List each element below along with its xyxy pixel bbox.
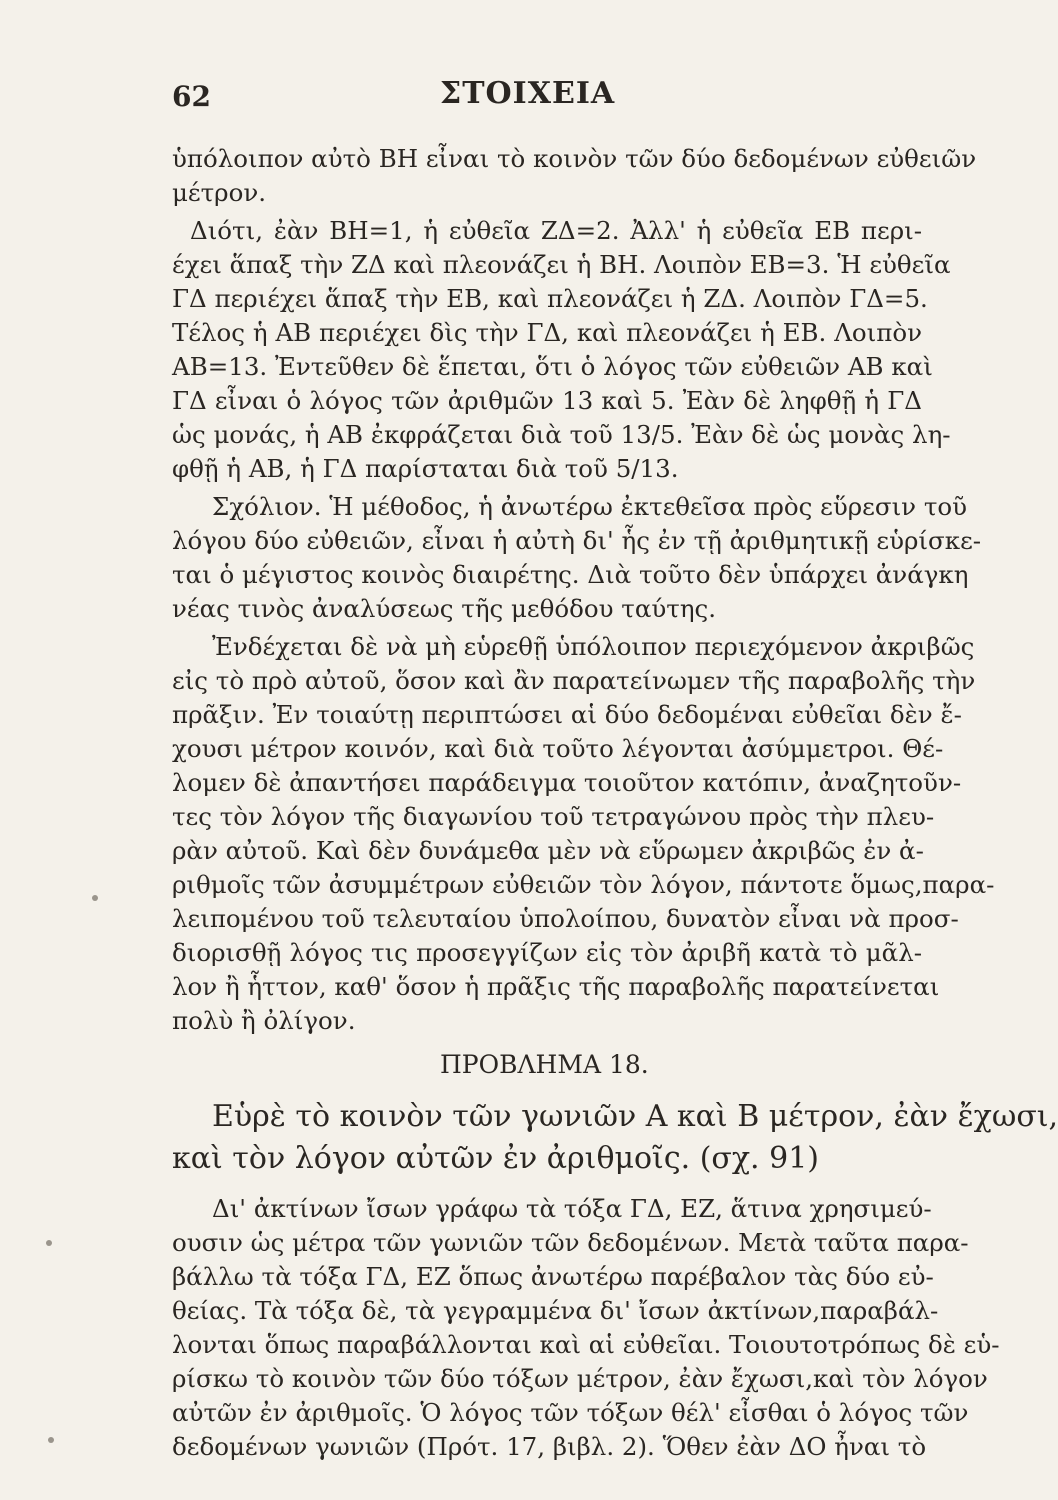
text-line: χουσι μέτρον κοινόν, καὶ διὰ τοῦτο λέγονται ἀσύμμετροι. Θέ-	[172, 734, 944, 763]
text-line: ρίσκω τὸ κοινὸν τῶν δύο τόξων μέτρον, ἐὰν ἔχωσι,καὶ τὸν λόγον	[172, 1364, 988, 1393]
text-line: ται ὁ μέγιστος κοινὸς διαιρέτης. Διὰ τοῦτο δὲν ὑπάρχει ἀνάγκη	[172, 560, 969, 589]
text-line: λονται ὅπως παραβάλλονται καὶ αἱ εὐθεῖαι. Τοιουτοτρόπως δὲ εὑ-	[172, 1330, 1000, 1359]
text-line: λομεν δὲ ἀπαντήσει παράδειγμα τοιοῦτον κατόπιν, ἀναζητοῦν-	[172, 768, 962, 797]
text-line: αὐτῶν ἐν ἀριθμοῖς. Ὁ λόγος τῶν τόξων θέλ' εἶσθαι ὁ λόγος τῶν	[172, 1398, 969, 1427]
speck-mark	[92, 895, 98, 901]
speck-mark	[48, 1437, 54, 1443]
problem-heading: ΠΡΟΒΛΗΜΑ 18.	[440, 1050, 649, 1079]
text-line: ὡς μονάς, ἡ ΑΒ ἐκφράζεται διὰ τοῦ 13/5. Ἐὰν δὲ ὡς μονὰς λη-	[172, 420, 951, 449]
text-line: Διότι, ἐὰν ΒΗ=1, ἡ εὐθεῖα ΖΔ=2. Ἀλλ' ἡ εὐθεῖα ΕΒ περι-	[190, 216, 922, 245]
text-line: βάλλω τὰ τόξα ΓΔ, ΕΖ ὅπως ἀνωτέρω παρέβαλον τὰς δύο εὐ-	[172, 1262, 934, 1291]
text-line: μέτρον.	[172, 178, 267, 207]
text-line: Δι' ἀκτίνων ἴσων γράφω τὰ τόξα ΓΔ, ΕΖ, ἅτινα χρησιμεύ-	[212, 1194, 932, 1223]
text-line: Ἐνδέχεται δὲ νὰ μὴ εὑρεθῇ ὑπόλοιπον περιεχόμενον ἀκριβῶς	[212, 632, 975, 661]
text-line: δεδομένων γωνιῶν (Πρότ. 17, βιβλ. 2). Ὅθεν ἐὰν ΔΟ ἦναι τὸ	[172, 1432, 927, 1461]
running-title: ΣΤΟΙΧΕΙΑ	[440, 76, 616, 111]
text-line: ΓΔ εἶναι ὁ λόγος τῶν ἀριθμῶν 13 καὶ 5. Ἐὰν δὲ ληφθῇ ἡ ΓΔ	[172, 386, 922, 415]
text-line: εἰς τὸ πρὸ αὐτοῦ, ὅσον καὶ ἂν παρατείνωμεν τῆς παραβολῆς τὴν	[172, 666, 976, 695]
text-line: ριθμοῖς τῶν ἀσυμμέτρων εὐθειῶν τὸν λόγον, πάντοτε ὅμως,παρα-	[172, 870, 995, 899]
text-line: πολὺ ἢ ὀλίγον.	[172, 1006, 356, 1035]
text-line: φθῇ ἡ ΑΒ, ἡ ΓΔ παρίσταται διὰ τοῦ 5/13.	[172, 454, 679, 483]
text-line: ΓΔ περιέχει ἅπαξ τὴν ΕΒ, καὶ πλεονάζει ἡ ΖΔ. Λοιπὸν ΓΔ=5.	[172, 284, 928, 313]
problem-title-line-2: καὶ τὸν λόγον αὐτῶν ἐν ἀριθμοῖς. (σχ. 91)	[172, 1141, 820, 1176]
text-line: ὑπόλοιπον αὐτὸ ΒΗ εἶναι τὸ κοινὸν τῶν δύο δεδομένων εὐθειῶν	[172, 144, 977, 173]
text-line: διορισθῇ λόγος τις προσεγγίζων εἰς τὸν ἀριβῆ κατὰ τὸ μᾶλ-	[172, 938, 922, 967]
scholium-line: Σχόλιον. Ἡ μέθοδος, ἡ ἀνωτέρω ἐκτεθεῖσα πρὸς εὕρεσιν τοῦ	[212, 492, 968, 521]
text-line: τες τὸν λόγον τῆς διαγωνίου τοῦ τετραγώνου πρὸς τὴν πλευ-	[172, 802, 935, 831]
text-line: θείας. Τὰ τόξα δὲ, τὰ γεγραμμένα δι' ἴσων ἀκτίνων,παραβάλ-	[172, 1296, 939, 1325]
text-line: έχει ἅπαξ τὴν ΖΔ καὶ πλεονάζει ἡ ΒΗ. Λοιπὸν ΕΒ=3. Ἡ εὐθεῖα	[172, 250, 951, 279]
text-line: ουσιν ὡς μέτρα τῶν γωνιῶν τῶν δεδομένων. Μετὰ ταῦτα παρα-	[172, 1228, 969, 1257]
text-line: Τέλος ἡ ΑΒ περιέχει δὶς τὴν ΓΔ, καὶ πλεονάζει ἡ ΕΒ. Λοιπὸν	[172, 318, 922, 347]
speck-mark	[46, 1240, 52, 1246]
text-line: ρὰν αὐτοῦ. Καὶ δὲν δυνάμεθα μὲν νὰ εὕρωμεν ἀκριβῶς ἐν ἀ-	[172, 836, 924, 865]
text-line: λον ἢ ἧττον, καθ' ὅσον ἡ πρᾶξις τῆς παραβολῆς παρατείνεται	[172, 972, 940, 1001]
page-number: 62	[172, 80, 211, 113]
text-line: ΑΒ=13. Ἐντεῦθεν δὲ ἕπεται, ὅτι ὁ λόγος τῶν εὐθειῶν ΑΒ καὶ	[172, 352, 933, 381]
problem-title-line-1: Εὑρὲ τὸ κοινὸν τῶν γωνιῶν Α καὶ Β μέτρον, ἐὰν ἔχωσι,	[212, 1099, 1058, 1134]
text-line: νέας τινὸς ἀναλύσεως τῆς μεθόδου ταύτης.	[172, 594, 717, 623]
text-line: λόγου δύο εὐθειῶν, εἶναι ἡ αὐτὴ δι' ἧς ἐν τῇ ἀριθμητικῇ εὑρίσκε-	[172, 526, 982, 555]
text-line: πρᾶξιν. Ἐν τοιαύτῃ περιπτώσει αἱ δύο δεδομέναι εὐθεῖαι δὲν ἔ-	[172, 700, 962, 729]
text-line: λειπομένου τοῦ τελευταίου ὑπολοίπου, δυνατὸν εἶναι νὰ προσ-	[172, 904, 959, 933]
